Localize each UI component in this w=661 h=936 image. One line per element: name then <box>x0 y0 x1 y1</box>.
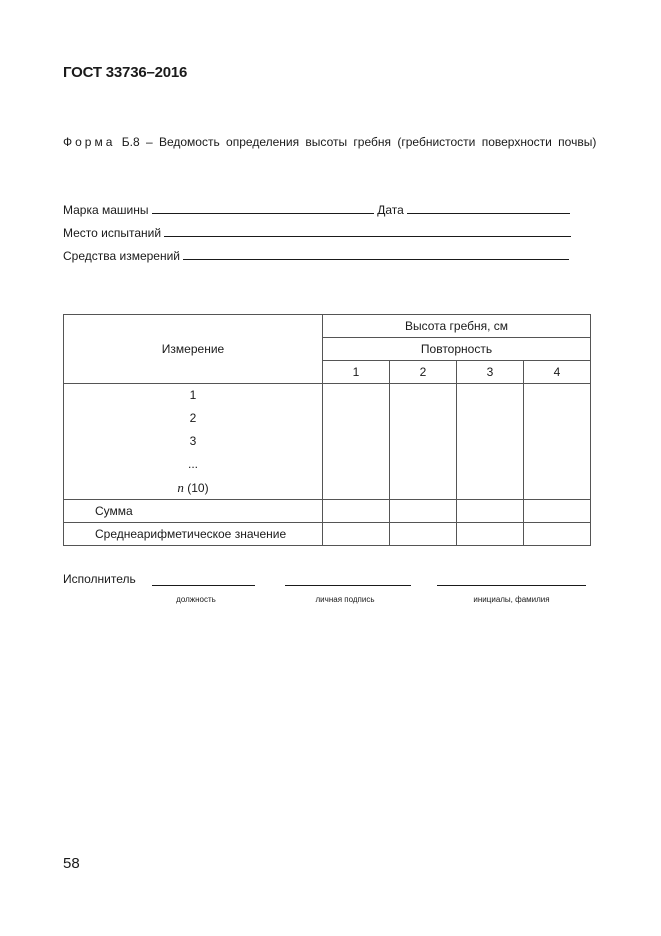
list-item: 1 <box>189 388 197 402</box>
machine-label: Марка машины <box>63 203 149 217</box>
form-title-text: Б.8 – Ведомость определения высоты гребня (гребнистости поверхности почвы) <box>115 135 597 149</box>
name-blank[interactable] <box>437 585 586 586</box>
form-title <box>63 131 598 153</box>
table-row-sum <box>64 500 591 523</box>
instruments-field <box>63 248 569 263</box>
data-cell[interactable] <box>323 523 390 546</box>
measurement-count: (10) <box>183 481 209 495</box>
instruments-blank[interactable] <box>183 248 569 260</box>
measurement-list <box>64 384 323 500</box>
data-cell[interactable] <box>390 384 457 500</box>
machine-blank[interactable] <box>152 202 374 214</box>
document-header: ГОСТ 33736–2016 <box>63 64 188 81</box>
date-label: Дата <box>377 203 404 217</box>
place-blank[interactable] <box>164 225 571 237</box>
list-item: 2 <box>189 411 197 425</box>
data-cell[interactable] <box>323 500 390 523</box>
data-cell[interactable] <box>524 500 591 523</box>
header-ridge-height: Высота гребня, см <box>323 315 591 338</box>
data-cell[interactable] <box>390 500 457 523</box>
data-cell[interactable] <box>524 523 591 546</box>
form-title-prefix: Форма <box>63 135 116 149</box>
measurement-variable: n <box>177 480 184 495</box>
list-item <box>64 476 322 499</box>
data-cell[interactable] <box>323 384 390 500</box>
signature-caption: личная подпись <box>315 595 375 604</box>
signature-blank[interactable] <box>285 585 411 586</box>
instruments-label: Средства измерений <box>63 249 181 263</box>
header-repeat-2: 2 <box>390 361 457 384</box>
list-item: 3 <box>189 434 197 448</box>
machine-field <box>63 202 570 217</box>
data-cell[interactable] <box>457 500 524 523</box>
list-item: ... <box>187 457 198 471</box>
position-caption: должность <box>176 595 216 604</box>
date-blank[interactable] <box>407 202 570 214</box>
position-blank[interactable] <box>152 585 255 586</box>
header-measurement: Измерение <box>64 315 323 384</box>
sum-label: Сумма <box>64 500 323 523</box>
header-repeat: Повторность <box>323 338 591 361</box>
measurement-table <box>63 314 591 546</box>
signature-label: Исполнитель <box>63 572 136 586</box>
table-row <box>64 384 591 500</box>
name-caption: инициалы, фамилия <box>473 595 550 604</box>
header-repeat-3: 3 <box>457 361 524 384</box>
header-repeat-4: 4 <box>524 361 591 384</box>
data-cell[interactable] <box>457 384 524 500</box>
header-repeat-1: 1 <box>323 361 390 384</box>
table-row-mean <box>64 523 591 546</box>
data-cell[interactable] <box>457 523 524 546</box>
place-label: Место испытаний <box>63 226 162 240</box>
page-number: 58 <box>63 855 80 872</box>
data-cell[interactable] <box>524 384 591 500</box>
mean-label: Среднеарифметическое значение <box>64 523 323 546</box>
data-cell[interactable] <box>390 523 457 546</box>
place-field <box>63 225 571 240</box>
